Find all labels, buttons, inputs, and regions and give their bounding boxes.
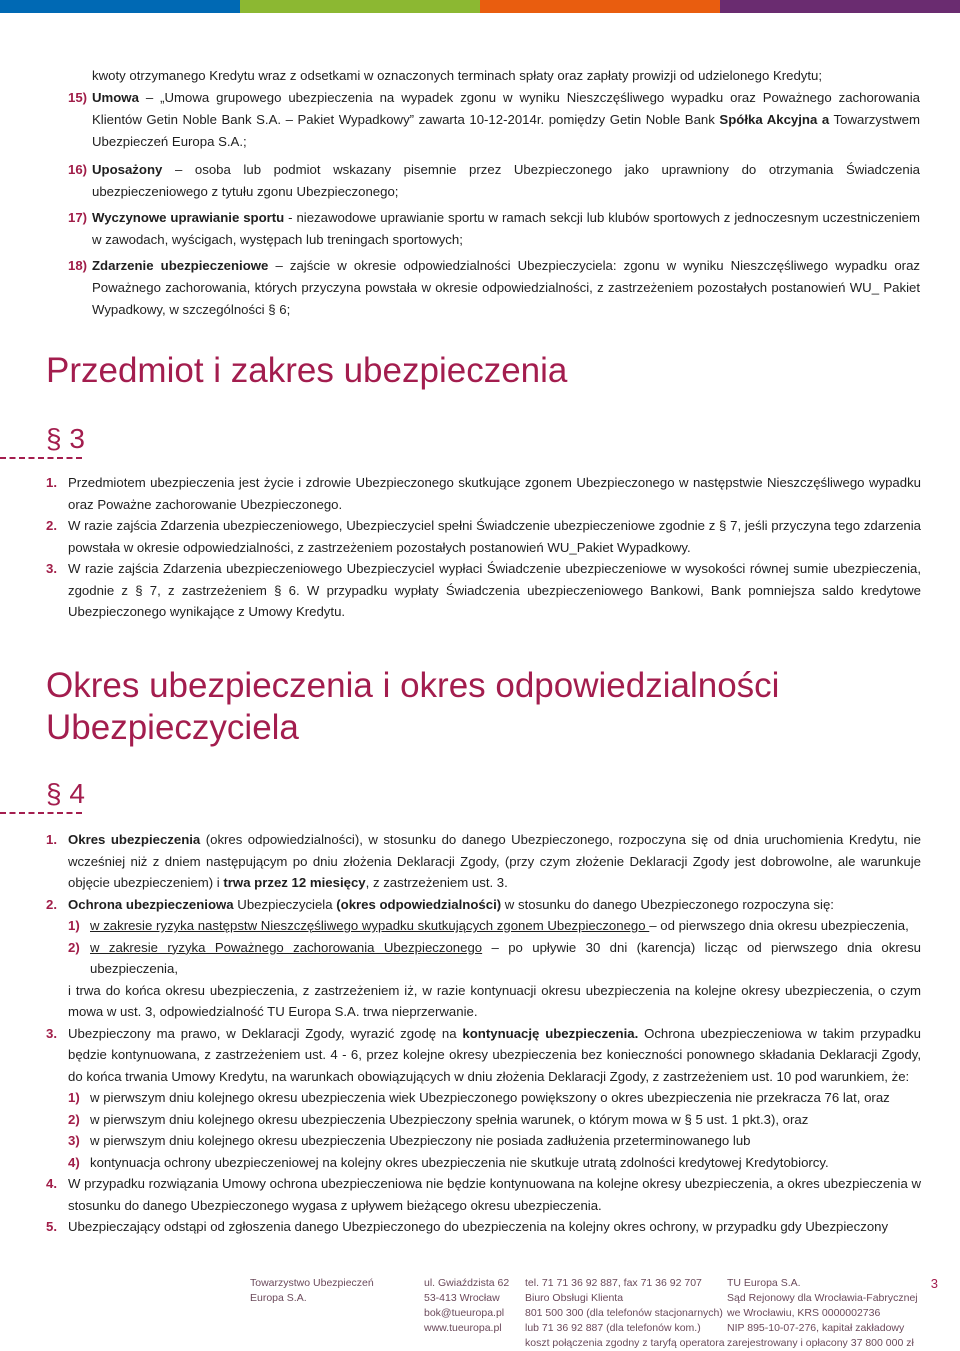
definition-item: 15) Umowa – „Umowa grupowego ubezpieczenia na wypadek zgonu w wyniku Nieszczęśliwego wypadku oraz Poważnego zachorowania Klientów Getin Noble Bank S.A. – Pakiet Wypadkowy” zawarta 10-12-2014r. pomiędzy Getin Noble Bank Spółka Akcyjna a Towarzystwem Ubezpieczeń Europa S.A.; [68, 87, 920, 153]
stripe-purple [720, 0, 960, 13]
list-item: 1. Przedmiotem ubezpieczenia jest życie i zdrowie Ubezpieczonego skutkujące zgonem Ubezpieczonego w następstwie Nieszczęśliwego wypadku oraz Poważne zachorowanie Ubezpieczonego. [46, 475, 921, 512]
list-item: 2. Ochrona ubezpieczeniowa Ubezpieczyciela (okres odpowiedzialności) w stosunku do danego Ubezpieczonego rozpoczyna się: 1) w zakresie ryzyka następstw Nieszczęśliwego wypadku skutkujących zgonem Ubezpieczonego – od pierwszego dnia okresu ubezpieczenia, 2) w zakresie ryzyka Poważnego zachorowania Ubezpieczonego – po upływie 30 dni (karencja) licząc od pierwszego dnia okresu ubezpieczenia, i trwa do końca okresu ubezpieczenia, z zastrzeżeniem iż, w razie kontynuacji okresu ubezpieczenia na kolejne okresy ubezpieczenia, o czym mowa w ust. 3, odpowiedzialność TU Europa S.A. trwa nieprzerwanie. [46, 896, 921, 1019]
stripe-orange [480, 0, 720, 13]
list-item: 3. Ubezpieczony ma prawo, w Deklaracji Zgody, wyrazić zgodę na kontynuację ubezpieczenia. Ochrona ubezpieczeniowa w takim przypadku będzie kontynuowana, z zastrzeżeniem ust. 4 - 6, przez kolejne okresy ubezpieczenia bez konieczności ponownego składania Deklaracji Zgody, do końca trwania Umowy Kredytu, na warunkach obowiązujących w dniu złożenia Deklaracji Zgody, z zastrzeżeniem ust. 10 pod warunkiem, że: 1) w pierwszym dniu kolejnego okresu ubezpieczenia wiek Ubezpieczonego powiększony o okres ubezpieczenia nie przekracza 76 lat, oraz 2) w pierwszym dniu kolejnego okresu ubezpieczenia Ubezpieczony spełnia warunek, o którym mowa w § 5 ust. 1 pkt.3), oraz 3) w pierwszym dniu kolejnego okresu ubezpieczenia Ubezpieczony nie posiada zadłużenia przeterminowanego lub 4) kontynuacja ochrony ubezpieczeniowej na kolejny okres ubezpieczenia nie skutkuje utratą zdolności kredytowej Kredytobiorcy. [46, 1023, 921, 1174]
definitions-list [68, 87, 920, 321]
stripe-blue [0, 0, 240, 13]
definition-term: Zdarzenie ubezpieczeniowe [92, 258, 269, 273]
list-item: 1. Okres ubezpieczenia (okres odpowiedzialności), w stosunku do danego Ubezpieczonego, rozpoczyna się od dnia uruchomienia Kredytu, nie wcześniej niż z dniem następującym po dniu złożenia Deklaracji Zgody, (przy czym złożenie Deklaracji Zgody jest dobrowolne, ale warunkuje objęcie ubezpieczeniem) i trwa przez 12 miesięcy, z zastrzeżeniem ust. 3. [46, 832, 922, 890]
sub-item: 1) w zakresie ryzyka następstw Nieszczęśliwego wypadku skutkujących zgonem Ubezpieczonego – od pierwszego dnia okresu ubezpieczenia, [68, 918, 909, 933]
definition-term: Umowa [92, 90, 139, 105]
section3-list [46, 472, 921, 623]
dashed-divider [0, 457, 82, 459]
color-stripe [0, 0, 960, 13]
footer-web-link[interactable]: www.tueuropa.pl [424, 1322, 502, 1334]
sub-item: 2) w zakresie ryzyka Poważnego zachorowania Ubezpieczonego – po upływie 30 dni (karencja) licząc od pierwszego dnia okresu ubezpieczenia, [68, 939, 921, 976]
definition-item: 18) Zdarzenie ubezpieczeniowe – zajście w okresie odpowiedzialności Ubezpieczyciela: zgonu w wyniku Nieszczęśliwego wypadku oraz Poważnego zachorowania, których przyczyna powstała w okresie odpowiedzialności, z zastrzeżeniem pozostałych postanowień WU_ Pakiet Wypadkowy, w szczególności § 6; [68, 255, 920, 321]
sub-item: 1) w pierwszym dniu kolejnego okresu ubezpieczenia wiek Ubezpieczonego powiększony o okres ubezpieczenia nie przekracza 76 lat, oraz [68, 1090, 890, 1105]
definition-term: Wyczynowe uprawianie sportu [92, 210, 285, 225]
list-item: 2. W razie zajścia Zdarzenia ubezpieczeniowego, Ubezpieczyciel spełni Świadczenie ubezpieczeniowe zgodnie z § 7, jeśli przyczyna tego zdarzenia powstała w okresie odpowiedzialności, z zastrzeżeniem pozostałych postanowień WU_Pakiet Wypadkowy. [46, 518, 921, 555]
definition-number: 17) [68, 210, 88, 225]
footer-company: Towarzystwo Ubezpieczeń Europa S.A. [250, 1277, 374, 1304]
list-item: 3. W razie zajścia Zdarzenia ubezpieczeniowego Ubezpieczyciel wypłaci Świadczenie ubezpieczeniowe w wysokości równej sumie ubezpieczenia, zgodnie z § 7, z zastrzeżeniem § 6. W przypadku wypłaty Świadczenia ubezpieczeniowego Bankowi, Bank pomniejsza saldo kredytowe Ubezpieczonego wynikające z Umowy Kredytu. [46, 561, 921, 619]
section-heading: Okres ubezpieczenia i okres odpowiedzialności Ubezpieczyciela [46, 666, 780, 747]
sub-item: 3) w pierwszym dniu kolejnego okresu ubezpieczenia Ubezpieczony nie posiada zadłużenia przeterminowanego lub [68, 1133, 751, 1148]
list-item: 5. Ubezpieczający odstąpi od zgłoszenia danego Ubezpieczonego do ubezpieczenia na kolejny okres ochrony, w przypadku gdy Ubezpieczony [46, 1219, 889, 1234]
paragraph-mark: § 3 [46, 423, 85, 454]
page-number: 3 [930, 1276, 938, 1291]
section4-list [46, 829, 921, 1238]
paragraph-mark: § 4 [46, 778, 85, 809]
footer-address: ul. Gwiaździsta 62 53-413 Wrocław bok@tueuropa.pl www.tueuropa.pl [424, 1277, 510, 1334]
list-item: 4. W przypadku rozwiązania Umowy ochrona ubezpieczeniowa nie będzie kontynuowana na kolejne okresy ubezpieczenia, a okres ubezpieczenia w stosunku do danego Ubezpieczonego wygasa z upływem bieżącego okresu ubezpieczenia. [46, 1176, 921, 1213]
definition-item: 16) Uposażony – osoba lub podmiot wskazany pisemnie przez Ubezpieczonego jako uprawniony do otrzymania Świadczenia ubezpieczeniowego z tytułu zgonu Ubezpieczonego; [68, 159, 920, 203]
definition-item: 17) Wyczynowe uprawianie sportu - niezawodowe uprawianie sportu w ramach sekcji lub klubów sportowych z jednoczesnym uczestniczeniem w zawodach, wyścigach, występach lub treningach sportowych; [68, 207, 920, 251]
footer-contact: tel. 71 71 36 92 887, fax 71 36 92 707 Biuro Obsługi Klienta 801 500 300 (dla telefonów stacjonarnych) lub 71 36 92 887 (dla telefonów kom.) koszt połączenia zgodny z taryfą operatora [525, 1277, 725, 1349]
section-heading: Przedmiot i zakres ubezpieczenia [46, 351, 568, 390]
dashed-divider [0, 812, 82, 814]
definition-term: Uposażony [92, 162, 163, 177]
sub-item: 2) w pierwszym dniu kolejnego okresu ubezpieczenia Ubezpieczony spełnia warunek, o którym mowa w § 5 ust. 1 pkt.3), oraz [68, 1111, 809, 1127]
footer-email-link[interactable]: bok@tueuropa.pl [424, 1307, 505, 1319]
stripe-green [240, 0, 480, 13]
definition-number: 16) [68, 162, 88, 177]
footer-registration: TU Europa S.A. Sąd Rejonowy dla Wrocławia-Fabrycznej we Wrocławiu, KRS 0000002736 NIP 895-10-07-276, kapitał zakładowy zarejestrowany i opłacony 37 800 000 zł [727, 1277, 918, 1349]
definition-number: 15) [68, 90, 88, 105]
intro-line: kwoty otrzymanego Kredytu wraz z odsetkami w oznaczonych terminach spłaty oraz zapłaty prowizji od udzielonego Kredytu; [92, 68, 823, 83]
definition-number: 18) [68, 258, 88, 273]
sub-item: 4) kontynuacja ochrony ubezpieczeniowej na kolejny okres ubezpieczenia nie skutkuje utratą zdolności kredytowej Kredytobiorcy. [68, 1154, 829, 1170]
